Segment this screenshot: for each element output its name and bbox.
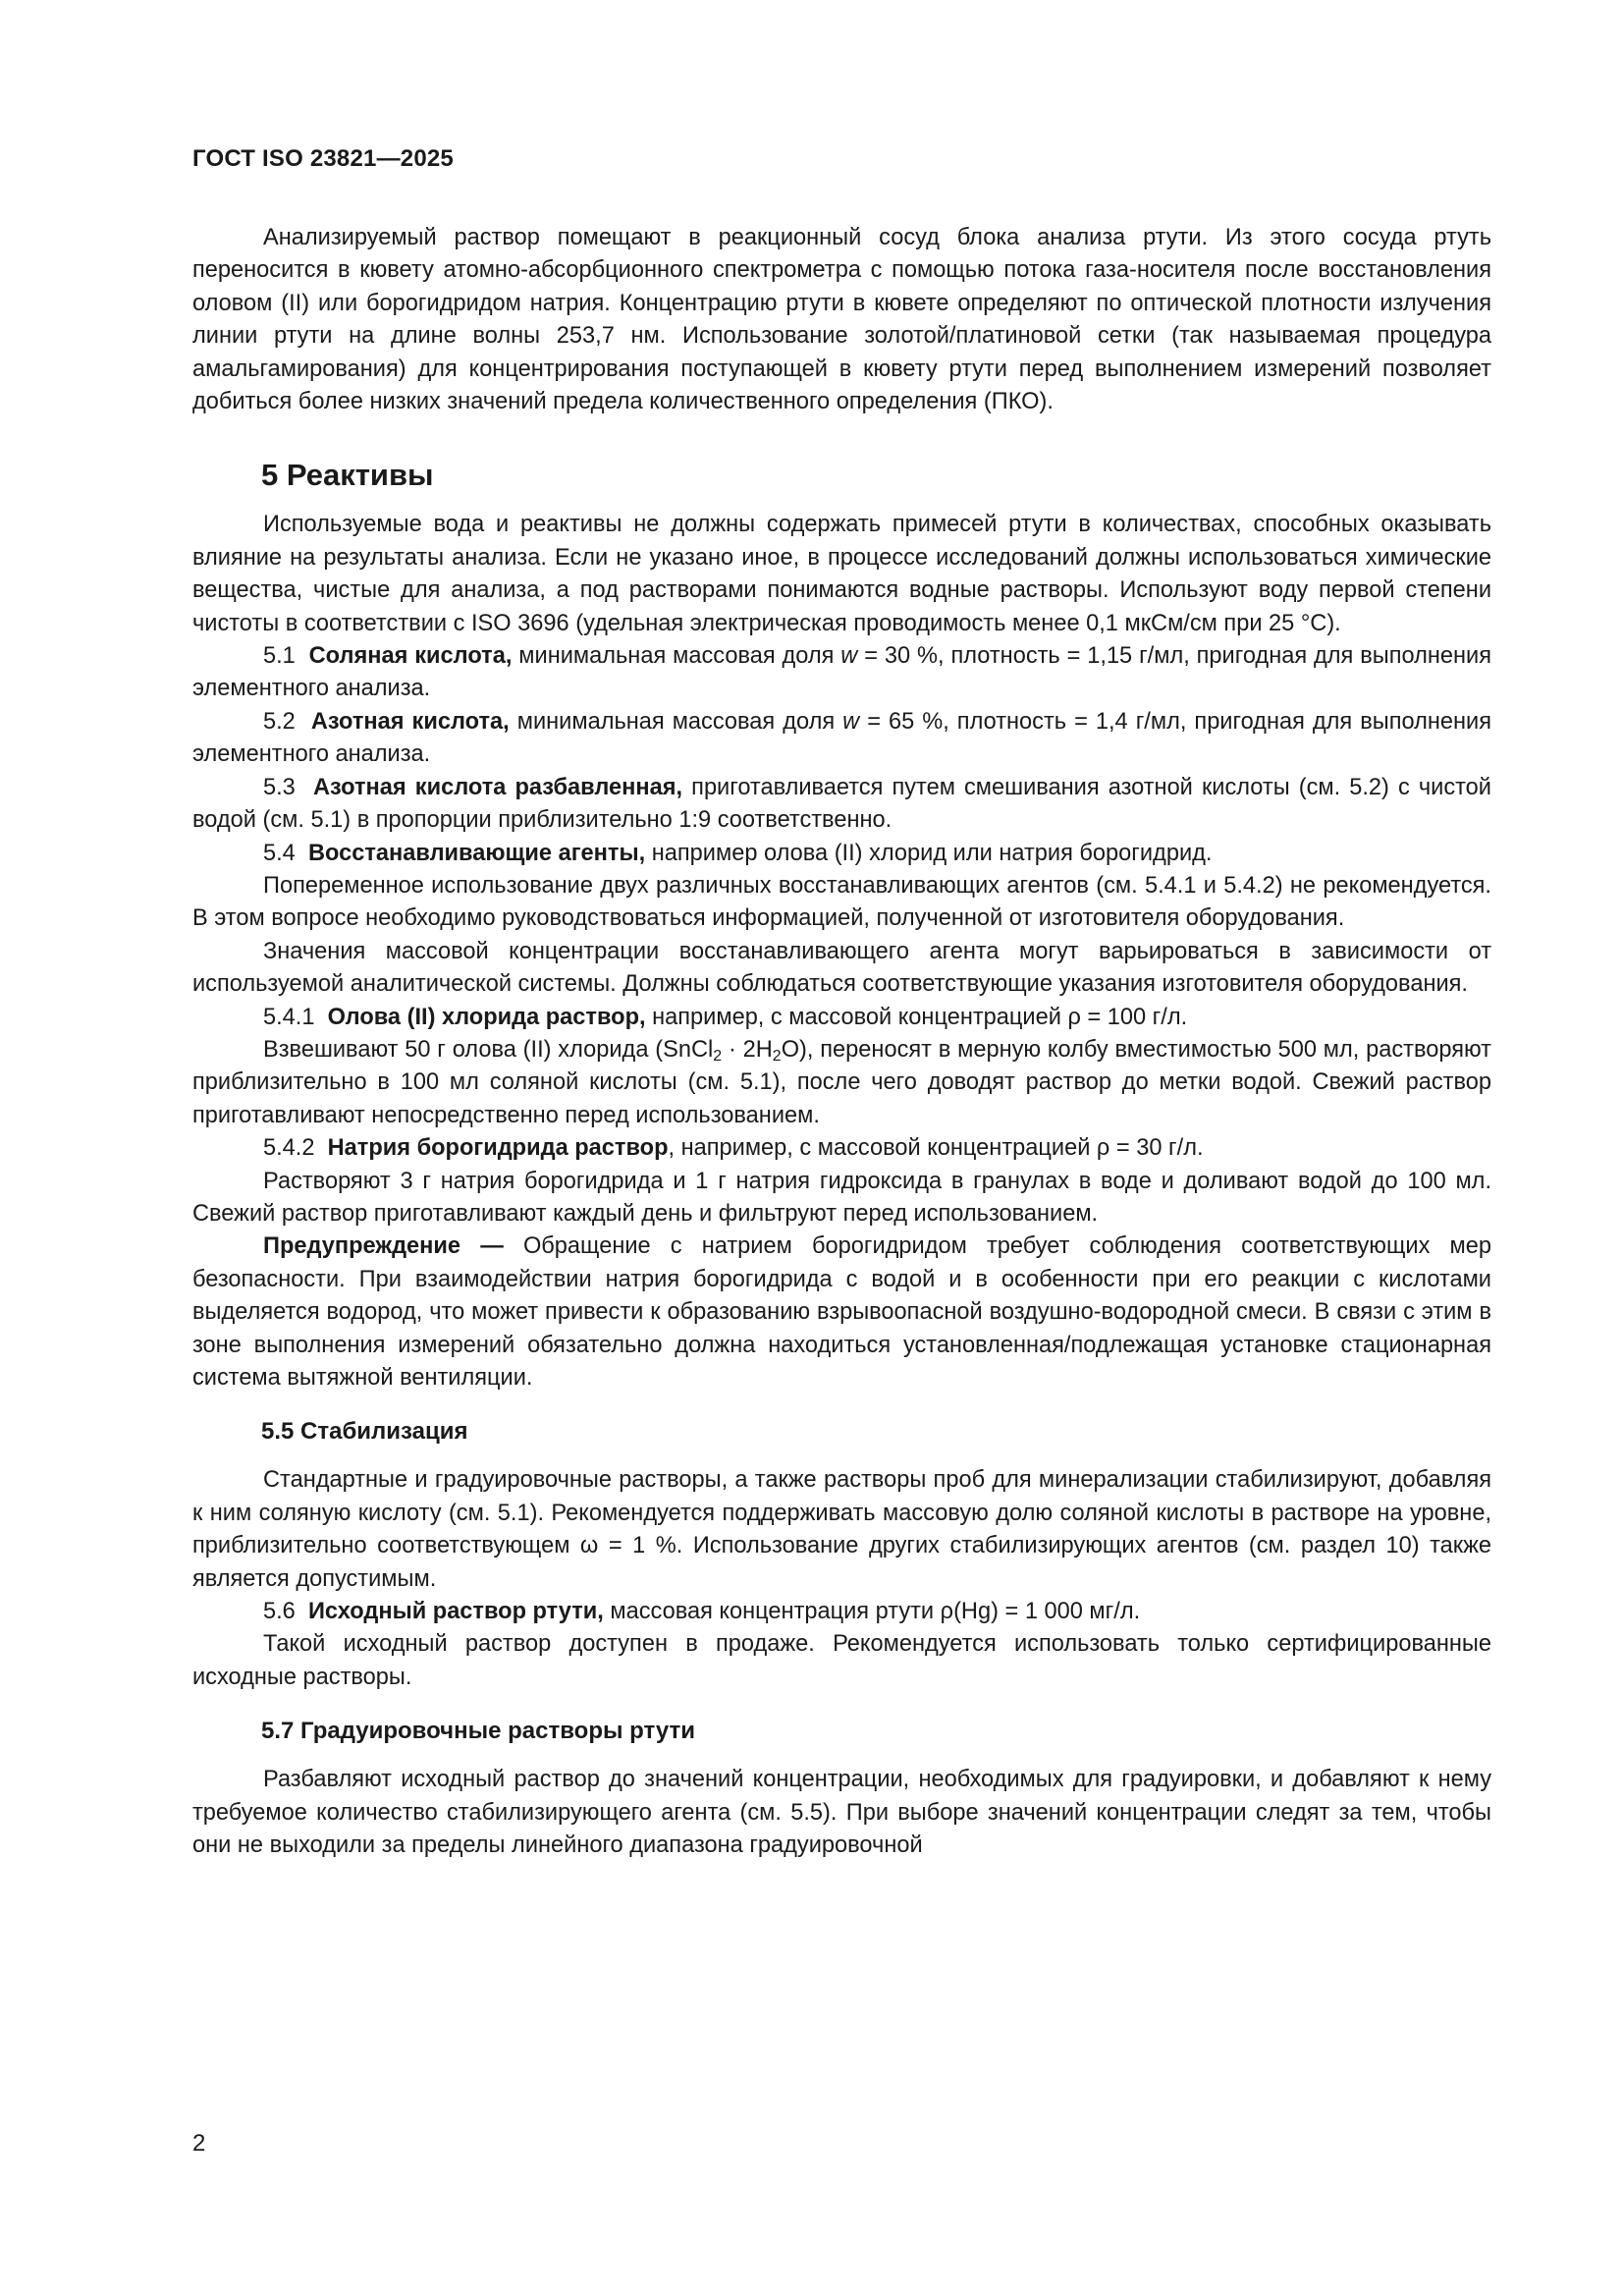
- section-5-intro: Используемые вода и реактивы не должны содержать примесей ртути в количествах, способных оказывать влияние на результаты анализа. Если не указано иное, в процессе исследований должны использоваться химические вещества, чистые для анализа, а под растворами понимаются водные растворы. Используют воду первой степени чистоты в соответствии с ISO 3696 (удельная электрическая проводимость менее 0,1 мкСм/см при 25 °С).: [192, 512, 1491, 636]
- clause-text: O), переносят в мерную колбу вместимостью 500 мл, растворяют приблизительно в 100 мл соляной кислоты (см. 5.1), после чего доводят раствор до метки водой. Свежий раствор приготавливают непосредственно перед использованием.: [192, 1036, 1491, 1128]
- document-body: [192, 222, 1491, 1862]
- clause-text: приготавливается путем смешивания азотной кислоты (см. 5.2) с чистой водой (см. 5.1) в пропорции приблизительно 1:9 соответственно.: [192, 774, 1491, 834]
- section-5-5-title: 5.5 Стабилизация: [261, 1418, 468, 1446]
- clause-5-6-paragraph-2: Такой исходный раствор доступен в продаже. Рекомендуется использовать только сертифицированные исходные растворы.: [192, 1631, 1491, 1690]
- section-5-title: 5 Реактивы: [261, 458, 434, 493]
- clause-term: Восстанавливающие агенты,: [307, 840, 646, 866]
- clause-term: Азотная кислота,: [310, 708, 510, 735]
- clause-5-4-1-paragraph-2: [192, 1034, 1491, 1132]
- clause-5-1: [192, 640, 1491, 706]
- section-5-5-text: Стандартные и градуировочные растворы, а также растворы проб для минерализации стабилизируют, добавляя к ним соляную кислоту (см. 5.1). Рекомендуется поддерживать массовую долю соляной кислоты в растворе на уровне, приблизительно соответствующем ω = 1 %. Использование других стабилизирующих агентов (см. раздел 10) также является допустимым.: [192, 1467, 1491, 1592]
- clause-text: = 65 %, плотность = 1,4 г/мл, пригодная для выполнения элементного анализа.: [192, 708, 1491, 768]
- clause-text: , например, с массовой концентрацией ρ = 30 г/л.: [668, 1135, 1204, 1162]
- clause-text: массовая концентрация ртути ρ(Hg) = 1 000 мг/л.: [603, 1599, 1141, 1625]
- clause-term: Исходный раствор ртути,: [307, 1599, 604, 1625]
- clause-text: Взвешивают 50 г олова (II) хлорида (SnCl: [263, 1036, 714, 1063]
- clause-text: например олова (II) хлорид или натрия борогидрид.: [645, 840, 1213, 866]
- clause-term: Натрия борогидрида раствор: [327, 1135, 669, 1162]
- clause-number: 5.6: [263, 1599, 296, 1625]
- clause-number: 5.4.1: [263, 1004, 315, 1030]
- section-5-7-title: 5.7 Градуировочные растворы ртути: [261, 1718, 695, 1745]
- clause-5-4-1: [192, 1002, 1491, 1034]
- warning-paragraph: [192, 1230, 1491, 1394]
- clause-term: Азотная кислота разбавленная,: [313, 774, 683, 800]
- clause-term: Олова (II) хлорида раствор,: [327, 1004, 646, 1030]
- clause-5-3: [192, 772, 1491, 838]
- clause-text: · 2H: [722, 1036, 773, 1063]
- clause-5-4: [192, 838, 1491, 870]
- warning-text: Обращение с натрием борогидридом требует соблюдения соответствующих мер безопасности. При взаимодействии натрия борогидрида с водой и в особенности при его реакции с кислотами выделяется водород, что может привести к образованию взрывоопасной воздушно-водородной смеси. В связи с этим в зоне выполнения измерений обязательно должна находиться установленная/подлежащая установке стационарная система вытяжной вентиляции.: [192, 1233, 1492, 1391]
- intro-paragraph: Анализируемый раствор помещают в реакционный сосуд блока анализа ртути. Из этого сосуда ртуть переносится в кювету атомно-абсорбционного спектрометра с помощью потока газа-носителя после восстановления оловом (II) или борогидридом натрия. Концентрацию ртути в кювете определяют по оптической плотности излучения линии ртути на длине волны 253,7 нм. Использование золотой/платиновой сетки (так называемая процедура амальгамирования) для концентрирования поступающей в кювету ртути перед выполнением измерений позволяет добиться более низких значений предела количественного определения (ПКО).: [192, 225, 1491, 415]
- variable: w: [840, 643, 858, 670]
- clause-5-6: [192, 1596, 1491, 1628]
- clause-term: Соляная кислота,: [308, 643, 513, 670]
- clause-number: 5.4: [263, 840, 296, 866]
- clause-5-4-paragraph-3: Значения массовой концентрации восстанавливающего агента могут варьироваться в зависимости от используемой аналитической системы. Должны соблюдаться соответствующие указания изготовителя оборудования.: [192, 938, 1491, 998]
- document-header: ГОСТ ISO 23821—2025: [192, 145, 454, 172]
- clause-5-4-2: [192, 1132, 1491, 1165]
- clause-number: 5.1: [263, 643, 296, 670]
- subscript: 2: [713, 1047, 723, 1065]
- clause-text: = 30 %, плотность = 1,15 г/мл, пригодная для выполнения элементного анализа.: [192, 643, 1491, 702]
- clause-5-2: [192, 706, 1491, 772]
- clause-number: 5.4.2: [263, 1135, 315, 1162]
- page-number: 2: [192, 2130, 206, 2157]
- clause-5-4-2-paragraph-2: Растворяют 3 г натрия борогидрида и 1 г натрия гидроксида в гранулах в воде и доливают водой до 100 мл. Свежий раствор приготавливают каждый день и фильтруют перед использованием.: [192, 1168, 1491, 1227]
- warning-label: Предупреждение —: [263, 1233, 504, 1260]
- clause-text: минимальная массовая доля: [509, 708, 843, 735]
- subscript: 2: [772, 1047, 782, 1065]
- clause-5-4-paragraph-2: Попеременное использование двух различных восстанавливающих агентов (см. 5.4.1 и 5.4.2) не рекомендуется. В этом вопросе необходимо руководствоваться информацией, полученной от изготовителя оборудования.: [192, 872, 1491, 932]
- clause-number: 5.2: [263, 708, 296, 735]
- variable: w: [842, 708, 860, 735]
- clause-text: например, с массовой концентрацией ρ = 100 г/л.: [645, 1004, 1188, 1030]
- clause-text: минимальная массовая доля: [512, 643, 841, 670]
- section-5-7-text: Разбавляют исходный раствор до значений концентрации, необходимых для градуировки, и добавляют к нему требуемое количество стабилизирующего агента (см. 5.5). При выборе значений концентрации следят за тем, чтобы они не выходили за пределы линейного диапазона градуировочной: [192, 1767, 1491, 1859]
- clause-number: 5.3: [263, 774, 296, 800]
